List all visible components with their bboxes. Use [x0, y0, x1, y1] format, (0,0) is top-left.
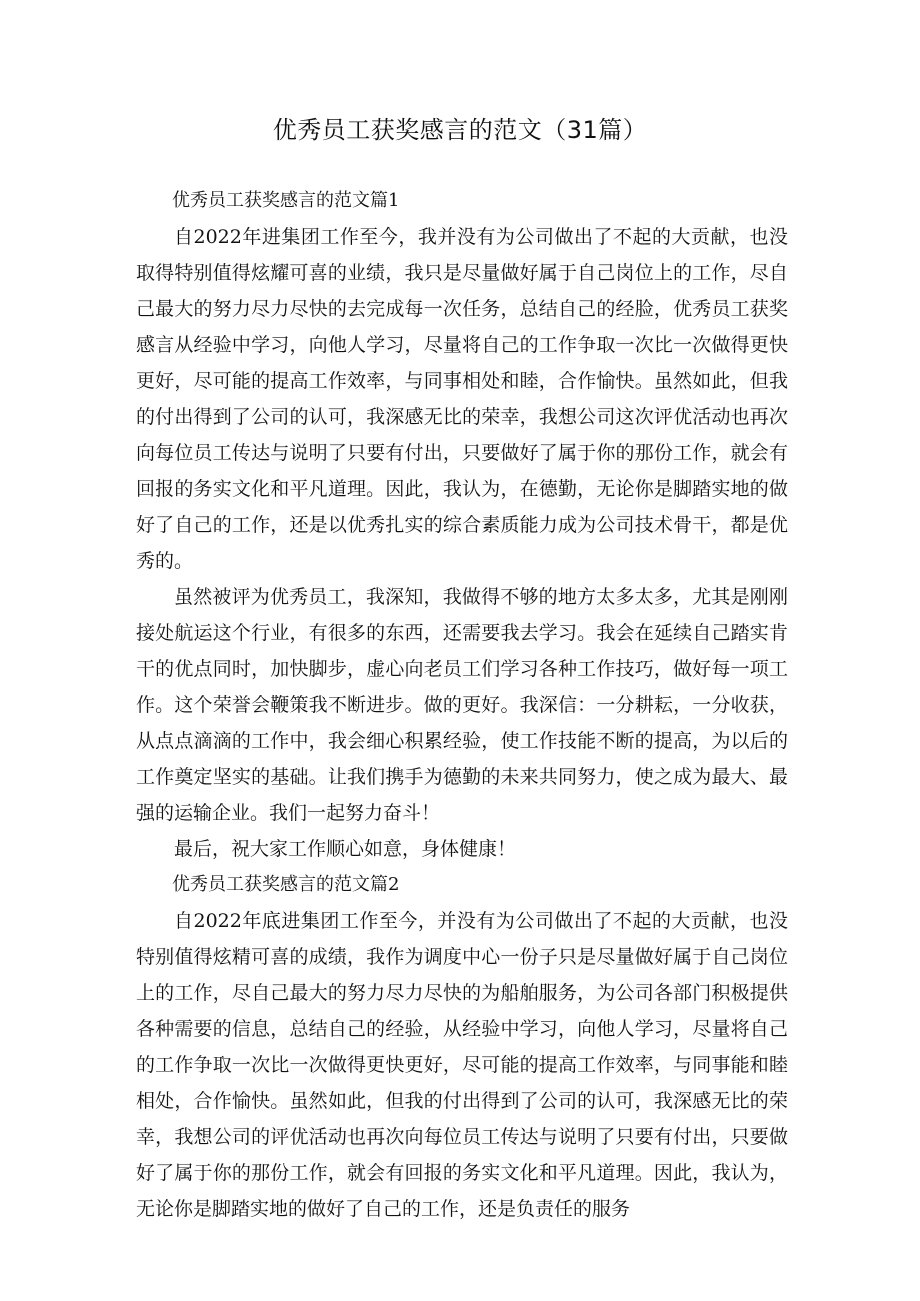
document-body	[136, 183, 788, 1227]
section-heading-2: 优秀员工获奖感言的范文篇2	[172, 874, 400, 895]
document-title: 优秀员工获奖感言的范文（31篇）	[272, 116, 648, 144]
paragraph-4: 自2022年底进集团工作至今，并没有为公司做出了不起的大贡献，也没特别值得炫精可喜的成绩，我作为调度中心一份子只是尽量做好属于自己岗位上的工作，尽自己最大的努力尽力尽快的为船舶服务，为公司各部门积极提供各种需要的信息，总结自己的经验，从经验中学习，向他人学习，尽量将自己的工作争取一次比一次做得更快更好，尽可能的提高工作效率，与同事能和睦相处，合作愉快。虽然如此，但我的付出得到了公司的认可，我深感无比的荣幸，我想公司的评优活动也再次向每位员工传达与说明了只要有付出，只要做好了属于你的那份工作，就会有回报的务实文化和平凡道理。因此，我认为，无论你是脚踏实地的做好了自己的工作，还是负责任的服务	[136, 910, 788, 1220]
section-heading-1: 优秀员工获奖感言的范文篇1	[172, 190, 400, 211]
paragraph-2: 虽然被评为优秀员工，我深知，我做得不够的地方太多太多，尤其是刚刚接处航运这个行业，有很多的东西，还需要我去学习。我会在延续自己踏实肯干的优点同时，加快脚步，虚心向老员工们学习各种工作技巧，做好每一项工作。这个荣誉会鞭策我不断进步。做的更好。我深信：一分耕耘，一分收获，从点点滴滴的工作中，我会细心积累经验，使工作技能不断的提高，为以后的工作奠定坚实的基础。让我们携手为德勤的未来共同努力，使之成为最大、最强的运输企业。我们一起努力奋斗！	[136, 586, 788, 824]
paragraph-1: 自2022年进集团工作至今，我并没有为公司做出了不起的大贡献，也没取得特别值得炫耀可喜的业绩，我只是尽量做好属于自己岗位上的工作，尽自己最大的努力尽力尽快的去完成每一次任务，总结自己的经脸，优秀员工获奖感言从经验中学习，向他人学习，尽量将自己的工作争取一次比一次做得更快更好，尽可能的提高工作效率，与同事相处和睦，合作愉快。虽然如此，但我的付出得到了公司的认可，我深感无比的荣幸，我想公司这次评优活动也再次向每位员工传达与说明了只要有付出，只要做好了属于你的那份工作，就会有回报的务实文化和平凡道理。因此，我认为，在德勤，无论你是脚踏实地的做好了自己的工作，还是以优秀扎实的综合素质能力成为公司技术骨干，都是优秀的。	[136, 226, 788, 572]
paragraph-3: 最后，祝大家工作顺心如意，身体健康！	[174, 838, 517, 860]
